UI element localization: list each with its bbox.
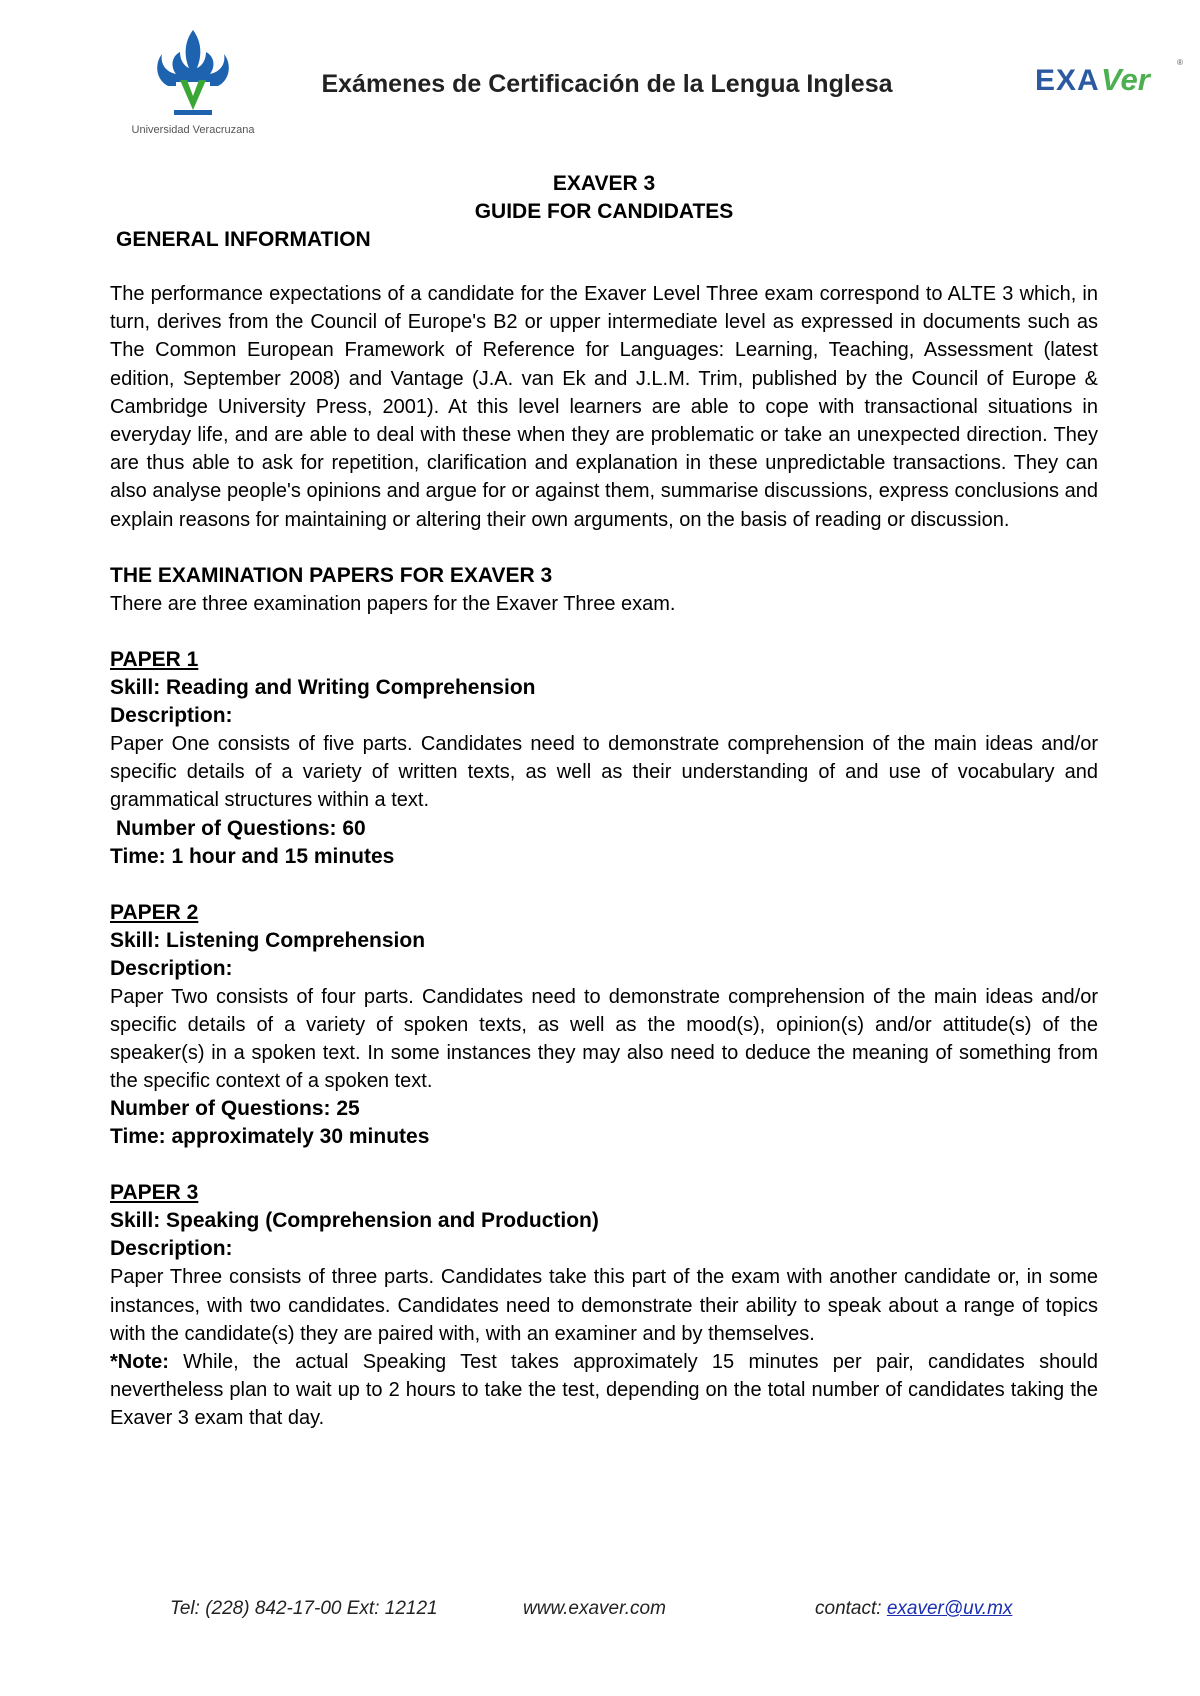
paper-2-heading: PAPER 2 [110, 900, 199, 924]
paper-1-description-label: Description: [110, 704, 233, 728]
paper-2-description: Paper Two consists of four parts. Candidates need to demonstrate comprehension of the main ideas and/or specific details of a variety of spoken texts, as well as the mood(s), opinion(s) and/or attitude(s) of the speaker(s) in a spoken text. In some instances they may also need to deduce the meaning of something from the specific context of a spoken text. [110, 985, 1098, 1093]
examination-papers-heading: THE EXAMINATION PAPERS FOR EXAVER 3 [110, 563, 553, 587]
paper-2-skill: Skill: Listening Comprehension [110, 928, 426, 952]
footer-contact [815, 1598, 1012, 1620]
paper-1-heading: PAPER 1 [110, 648, 199, 672]
page-footer [0, 1598, 1200, 1628]
footer-website[interactable]: www.exaver.com [523, 1598, 666, 1619]
exaver-logo-ver: Ver [1101, 62, 1150, 97]
exaver-logo-exa: EXA [1035, 64, 1100, 97]
paper-1-questions: Number of Questions: 60 [116, 816, 366, 840]
paper-1-section [110, 646, 1098, 871]
paper-3-note [110, 1348, 1098, 1433]
logo-caption: Universidad Veracruzana [131, 124, 255, 136]
paper-3-note-text: While, the actual Speaking Test takes approximately 15 minutes per pair, candidates should nevertheless plan to wait up to 2 hours to take the test, depending on the total number of candidates taking the Exaver 3 exam that day. [110, 1351, 1098, 1430]
paper-3-heading: PAPER 3 [110, 1181, 199, 1205]
document-title-line2: GUIDE FOR CANDIDATES [474, 200, 734, 223]
fleur-de-lis-icon [154, 26, 232, 118]
paper-3-skill: Skill: Speaking (Comprehension and Production) [110, 1209, 599, 1233]
examination-papers-intro: There are three examination papers for the Exaver Three exam. [110, 592, 676, 615]
footer-email-link[interactable]: exaver@uv.mx [886, 1598, 1013, 1619]
general-information-paragraph: The performance expectations of a candidate for the Exaver Level Three exam correspond to ALTE 3 which, in turn, derives from the Council of Europe's B2 or upper intermediate level as expressed in documents such as The Common European Framework of Reference for Languages: Learning, Teaching, Assessment (latest edition, September 2008) and Vantage (J.A. van Ek and J.L.M. Trim, published by the Council of Europe & Cambridge University Press, 2001). At this level learners are able to cope with transactional situations in everyday life, and are able to deal with these when they are problematic or take an unexpected direction. They are thus able to ask for repetition, clarification and explanation in these unpredictable transactions. They can also analyse people's opinions and argue for or against them, summarise discussions, express conclusions and explain reasons for maintaining or altering their own arguments, on the basis of reading or discussion. [110, 283, 1098, 531]
document-title-line1: EXAVER 3 [552, 172, 656, 195]
paper-2-time: Time: approximately 30 minutes [110, 1125, 430, 1149]
paper-1-description: Paper One consists of five parts. Candidates need to demonstrate comprehension of the main ideas and/or specific details of a variety of written texts, as well as their understanding of and use of vocabulary and grammatical structures within a text. [110, 733, 1098, 812]
footer-phone: Tel: (228) 842-17-00 Ext: 12121 [170, 1598, 438, 1619]
page-header [0, 0, 1200, 150]
document-body [110, 170, 1098, 1433]
paper-3-note-label: *Note: [110, 1351, 169, 1374]
paper-2-description-label: Description: [110, 956, 233, 980]
footer-contact-label: contact: [815, 1598, 887, 1619]
exaver-logo [1035, 58, 1185, 108]
paper-2-questions: Number of Questions: 25 [110, 1097, 360, 1121]
header-title: Exámenes de Certificación de la Lengua Inglesa [321, 70, 893, 98]
paper-1-time: Time: 1 hour and 15 minutes [110, 844, 395, 868]
paper-3-section [110, 1179, 1098, 1432]
paper-1-skill: Skill: Reading and Writing Comprehension [110, 676, 536, 700]
universidad-veracruzana-logo [122, 26, 264, 138]
general-information-heading: GENERAL INFORMATION [116, 228, 371, 251]
trademark-symbol: ® [1177, 58, 1183, 67]
paper-3-description-label: Description: [110, 1237, 233, 1261]
paper-3-description: Paper Three consists of three parts. Candidates take this part of the exam with another candidate or, in some instances, with two candidates. Candidates need to demonstrate their ability to speak about a range of topics with the candidate(s) they are paired with, with an examiner and by themselves. [110, 1266, 1098, 1345]
paper-2-section [110, 899, 1098, 1152]
